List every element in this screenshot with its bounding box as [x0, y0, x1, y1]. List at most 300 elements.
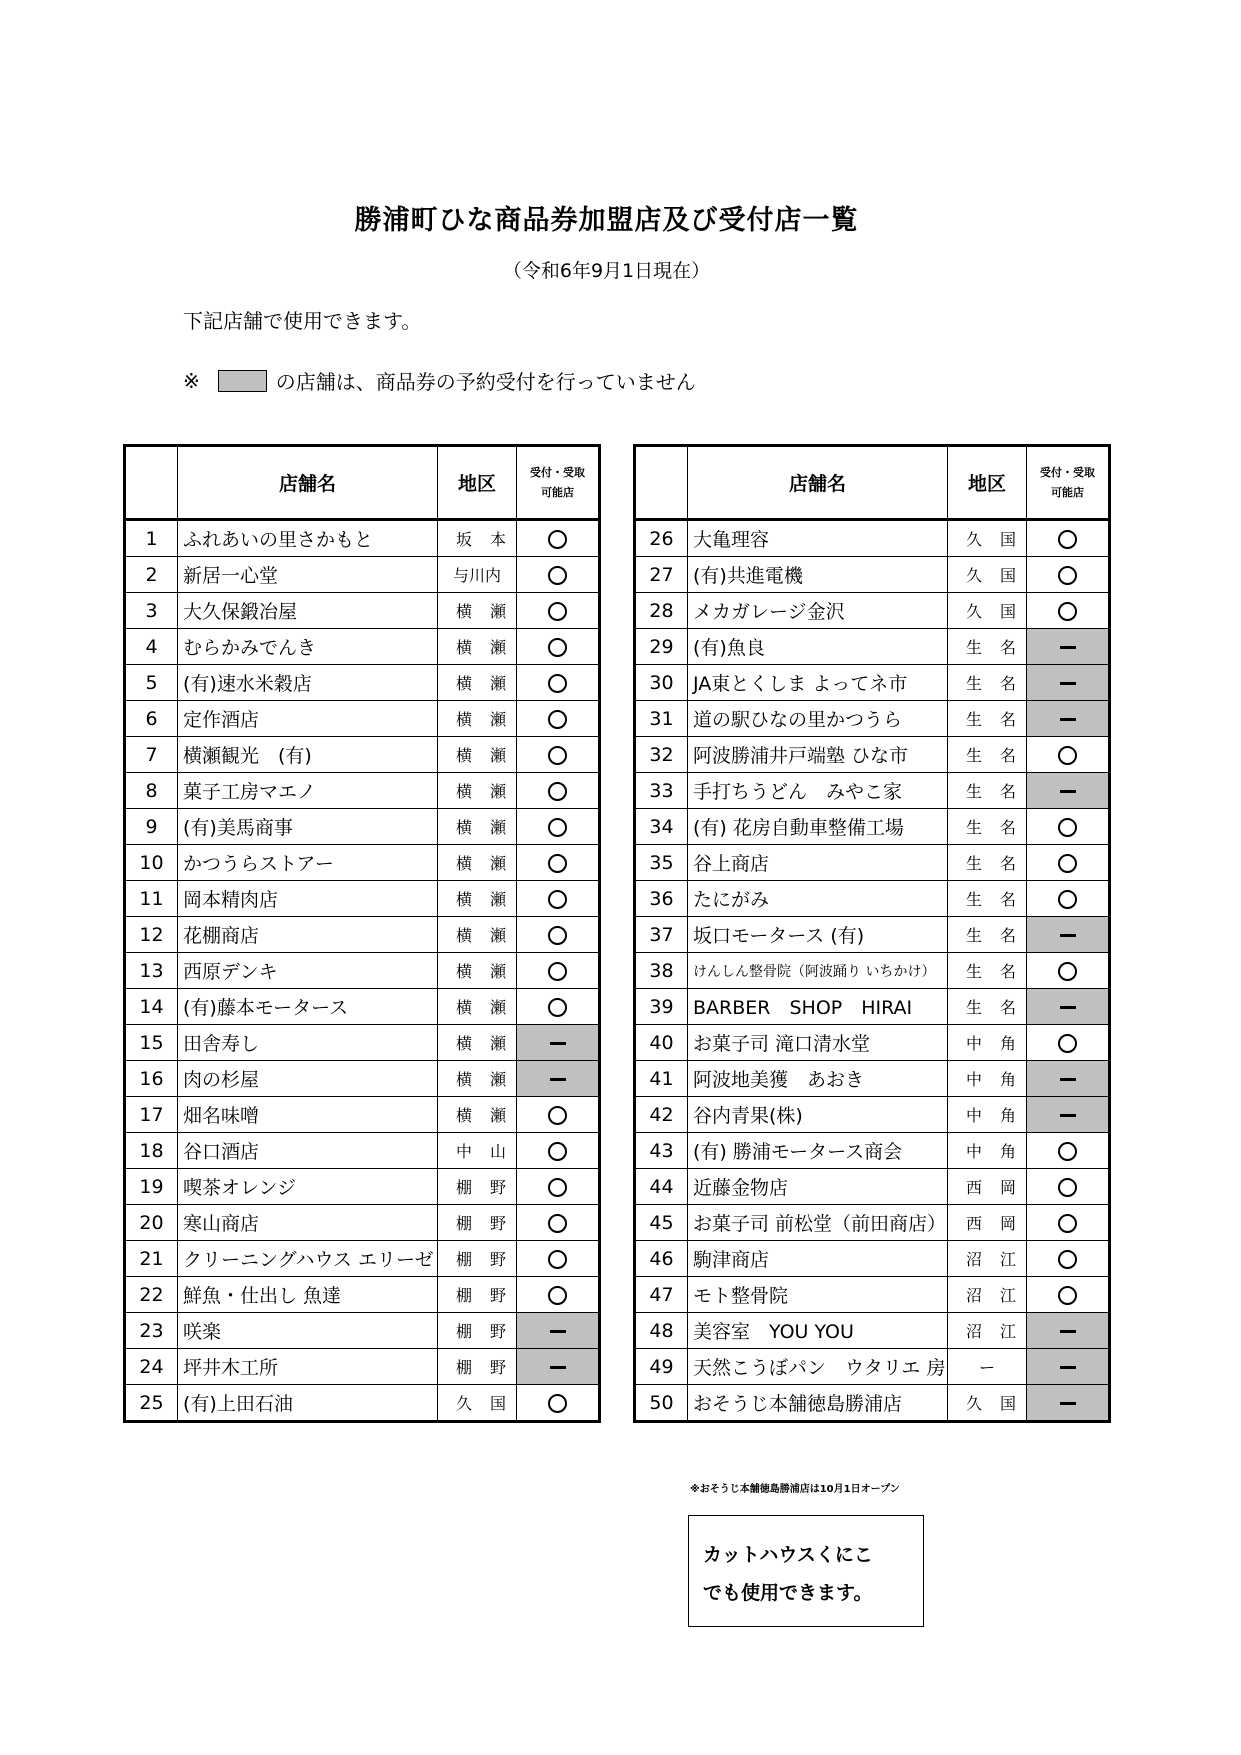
status-available [517, 881, 600, 917]
store-number: 1 [125, 520, 178, 557]
usage-note: 下記店舗で使用できます。 [183, 309, 422, 333]
store-number: 34 [635, 809, 688, 845]
status-unavailable [517, 1061, 600, 1097]
table-row [635, 1241, 1110, 1277]
status-unavailable [1027, 773, 1110, 809]
table-row [635, 737, 1110, 773]
store-name: 定作酒店 [178, 701, 438, 737]
store-number: 39 [635, 989, 688, 1025]
store-area: 生名 [948, 881, 1027, 917]
as-of-date: （令和6年9月1日現在） [502, 260, 711, 282]
status-available [1027, 1277, 1110, 1313]
store-area: 棚野 [438, 1349, 517, 1385]
store-number: 37 [635, 917, 688, 953]
store-area: 生名 [948, 989, 1027, 1025]
store-number: 35 [635, 845, 688, 881]
circle-mark-icon [1058, 566, 1077, 585]
store-area: 棚野 [438, 1277, 517, 1313]
table-row [635, 1313, 1110, 1349]
store-name: 天然こうぼパン ウタリエ 房 [688, 1349, 948, 1385]
dash-mark-icon [550, 1042, 566, 1045]
store-name: ふれあいの里さかもと [178, 520, 438, 557]
store-area: 棚野 [438, 1169, 517, 1205]
store-number: 2 [125, 557, 178, 593]
store-area: 生名 [948, 629, 1027, 665]
status-available [517, 701, 600, 737]
table-row [125, 845, 600, 881]
circle-mark-icon [1058, 1214, 1077, 1233]
table-row [125, 1205, 600, 1241]
store-number: 4 [125, 629, 178, 665]
status-available [517, 989, 600, 1025]
status-available [1027, 1025, 1110, 1061]
store-name: 岡本精肉店 [178, 881, 438, 917]
circle-mark-icon [1058, 530, 1077, 549]
store-name: (有) 勝浦モータース商会 [688, 1133, 948, 1169]
table-row [125, 520, 600, 557]
notice-box [688, 1515, 924, 1627]
store-name: 坪井木工所 [178, 1349, 438, 1385]
store-number: 24 [125, 1349, 178, 1385]
circle-mark-icon [548, 1286, 567, 1305]
status-available [1027, 1169, 1110, 1205]
status-available [517, 520, 600, 557]
store-area: 棚野 [438, 1205, 517, 1241]
circle-mark-icon [1058, 1034, 1077, 1053]
store-name: 新居一心堂 [178, 557, 438, 593]
store-area: 久国 [948, 557, 1027, 593]
store-rows-left [125, 520, 600, 1422]
dash-mark-icon [1060, 1006, 1076, 1009]
circle-mark-icon [548, 854, 567, 873]
dash-mark-icon [1060, 1078, 1076, 1081]
store-name: むらかみでんき [178, 629, 438, 665]
store-area: 横瀬 [438, 881, 517, 917]
status-available [517, 737, 600, 773]
store-area: 生名 [948, 773, 1027, 809]
store-area: 棚野 [438, 1313, 517, 1349]
circle-mark-icon [548, 710, 567, 729]
store-name: おそうじ本舗徳島勝浦店 [688, 1385, 948, 1422]
table-row [125, 665, 600, 701]
store-number: 9 [125, 809, 178, 845]
store-name: (有)速水米穀店 [178, 665, 438, 701]
table-row [635, 917, 1110, 953]
store-area: 沼江 [948, 1277, 1027, 1313]
circle-mark-icon [548, 818, 567, 837]
legend-prefix: ※ [183, 368, 200, 393]
table-row [635, 1277, 1110, 1313]
circle-mark-icon [548, 1178, 567, 1197]
table-row [125, 1097, 600, 1133]
circle-mark-icon [1058, 1250, 1077, 1269]
table-row [125, 989, 600, 1025]
header-status-line2: 可能店 [541, 485, 574, 499]
store-name: 咲楽 [178, 1313, 438, 1349]
store-name: 谷口酒店 [178, 1133, 438, 1169]
status-available [517, 593, 600, 629]
table-row [635, 520, 1110, 557]
store-area: 生名 [948, 917, 1027, 953]
store-number: 46 [635, 1241, 688, 1277]
table-row [125, 881, 600, 917]
status-unavailable [1027, 629, 1110, 665]
status-available [517, 773, 600, 809]
header-number [635, 446, 688, 520]
table-row [125, 593, 600, 629]
table-row [635, 1205, 1110, 1241]
store-name: 美容室 YOU YOU [688, 1313, 948, 1349]
store-name: (有)美馬商事 [178, 809, 438, 845]
status-available [1027, 809, 1110, 845]
status-unavailable [1027, 665, 1110, 701]
header-status [517, 446, 600, 520]
table-row [125, 1169, 600, 1205]
store-area: 生名 [948, 809, 1027, 845]
store-area: 棚野 [438, 1241, 517, 1277]
header-status-line1: 受付・受取 [530, 465, 585, 479]
store-area: 横瀬 [438, 593, 517, 629]
table-row [635, 1133, 1110, 1169]
circle-mark-icon [548, 962, 567, 981]
table-row [635, 701, 1110, 737]
notice-line1: カットハウスくにこ [703, 1544, 873, 1566]
store-area: 中角 [948, 1025, 1027, 1061]
store-name: お菓子司 前松堂（前田商店） [688, 1205, 948, 1241]
table-row [125, 1133, 600, 1169]
store-name: 花棚商店 [178, 917, 438, 953]
store-number: 18 [125, 1133, 178, 1169]
store-area: 横瀬 [438, 953, 517, 989]
store-number: 32 [635, 737, 688, 773]
table-row [635, 1061, 1110, 1097]
table-row [635, 593, 1110, 629]
store-area: 横瀬 [438, 1097, 517, 1133]
status-available [1027, 845, 1110, 881]
status-unavailable [1027, 989, 1110, 1025]
store-area: 生名 [948, 845, 1027, 881]
store-name: かつうらストアー [178, 845, 438, 881]
store-number: 5 [125, 665, 178, 701]
circle-mark-icon [548, 1214, 567, 1233]
dash-mark-icon [1060, 718, 1076, 721]
circle-mark-icon [548, 1250, 567, 1269]
store-name: 大久保鍛冶屋 [178, 593, 438, 629]
dash-mark-icon [550, 1330, 566, 1333]
store-number: 33 [635, 773, 688, 809]
circle-mark-icon [548, 1106, 567, 1125]
store-number: 8 [125, 773, 178, 809]
store-area: 沼江 [948, 1313, 1027, 1349]
status-available [1027, 1133, 1110, 1169]
store-area: 坂本 [438, 520, 517, 557]
store-area: 生名 [948, 737, 1027, 773]
store-name: JA東とくしま よってネ市 [688, 665, 948, 701]
dash-mark-icon [1060, 934, 1076, 937]
status-available [517, 1097, 600, 1133]
legend-text: の店舗は、商品券の予約受付を行っていません [275, 370, 696, 394]
table-row [635, 1349, 1110, 1385]
store-area: 中山 [438, 1133, 517, 1169]
table-row [125, 1313, 600, 1349]
store-area: 横瀬 [438, 845, 517, 881]
page-title: 勝浦町ひな商品券加盟店及び受付店一覧 [354, 205, 859, 236]
store-number: 40 [635, 1025, 688, 1061]
store-area: 横瀬 [438, 809, 517, 845]
table-row [635, 1025, 1110, 1061]
status-unavailable [517, 1025, 600, 1061]
circle-mark-icon [548, 926, 567, 945]
store-number: 20 [125, 1205, 178, 1241]
dash-mark-icon [1060, 682, 1076, 685]
store-number: 30 [635, 665, 688, 701]
header-area: 地区 [948, 446, 1027, 520]
store-name: 大亀理容 [688, 520, 948, 557]
store-number: 47 [635, 1277, 688, 1313]
status-unavailable [517, 1313, 600, 1349]
table-row [125, 1061, 600, 1097]
store-area: 横瀬 [438, 629, 517, 665]
table-row [635, 557, 1110, 593]
store-name: メカガレージ金沢 [688, 593, 948, 629]
store-area: 生名 [948, 953, 1027, 989]
table-row [125, 953, 600, 989]
store-name: 阿波地美獲 あおき [688, 1061, 948, 1097]
status-available [517, 629, 600, 665]
table-row [125, 701, 600, 737]
opening-footnote: ※おそうじ本舗徳島勝浦店は10月1日オープン [690, 1484, 900, 1495]
status-available [1027, 593, 1110, 629]
circle-mark-icon [1058, 854, 1077, 873]
store-number: 6 [125, 701, 178, 737]
status-unavailable [1027, 1097, 1110, 1133]
store-number: 44 [635, 1169, 688, 1205]
store-name: (有)藤本モータース [178, 989, 438, 1025]
store-name: (有) 花房自動車整備工場 [688, 809, 948, 845]
store-name: 道の駅ひなの里かつうら [688, 701, 948, 737]
store-area: 中角 [948, 1097, 1027, 1133]
circle-mark-icon [1058, 746, 1077, 765]
status-available [1027, 557, 1110, 593]
status-available [517, 1205, 600, 1241]
store-number: 14 [125, 989, 178, 1025]
circle-mark-icon [548, 674, 567, 693]
store-name: 手打ちうどん みやこ家 [688, 773, 948, 809]
store-number: 13 [125, 953, 178, 989]
store-name: クリーニングハウス エリーゼ [178, 1241, 438, 1277]
header-status-line1: 受付・受取 [1040, 465, 1095, 479]
circle-mark-icon [548, 638, 567, 657]
store-name: 坂口モータース (有) [688, 917, 948, 953]
table-row [125, 629, 600, 665]
status-available [517, 845, 600, 881]
store-area: 久国 [438, 1385, 517, 1422]
circle-mark-icon [548, 530, 567, 549]
header-store-name: 店舗名 [178, 446, 438, 520]
circle-mark-icon [1058, 890, 1077, 909]
store-number: 45 [635, 1205, 688, 1241]
store-area: 西岡 [948, 1205, 1027, 1241]
store-area: 中角 [948, 1133, 1027, 1169]
store-number: 11 [125, 881, 178, 917]
store-number: 22 [125, 1277, 178, 1313]
store-number: 36 [635, 881, 688, 917]
status-unavailable [1027, 701, 1110, 737]
table-row [125, 1241, 600, 1277]
store-name: 鮮魚・仕出し 魚達 [178, 1277, 438, 1313]
store-number: 31 [635, 701, 688, 737]
header-store-name: 店舗名 [688, 446, 948, 520]
table-row [125, 809, 600, 845]
circle-mark-icon [548, 782, 567, 801]
table-row [635, 845, 1110, 881]
circle-mark-icon [1058, 1142, 1077, 1161]
table-row [635, 1169, 1110, 1205]
store-area: 横瀬 [438, 989, 517, 1025]
store-area: 中角 [948, 1061, 1027, 1097]
circle-mark-icon [548, 998, 567, 1017]
store-name: 谷内青果(株) [688, 1097, 948, 1133]
status-unavailable [1027, 1385, 1110, 1422]
table-row [125, 737, 600, 773]
header-status [1027, 446, 1110, 520]
status-available [517, 809, 600, 845]
store-area: 与川内 [438, 557, 517, 593]
table-row [635, 953, 1110, 989]
store-area: 西岡 [948, 1169, 1027, 1205]
store-number: 3 [125, 593, 178, 629]
store-name: (有)共進電機 [688, 557, 948, 593]
table-row [635, 809, 1110, 845]
store-name: 駒津商店 [688, 1241, 948, 1277]
status-unavailable [1027, 1061, 1110, 1097]
store-name: けんしん整骨院（阿波踊り いちかけ） [688, 953, 948, 989]
legend-gray-swatch [218, 370, 267, 392]
store-name: 肉の杉屋 [178, 1061, 438, 1097]
status-available [517, 557, 600, 593]
header-status-line2: 可能店 [1051, 485, 1084, 499]
store-number: 7 [125, 737, 178, 773]
store-table-left [123, 444, 601, 1423]
circle-mark-icon [548, 746, 567, 765]
store-number: 23 [125, 1313, 178, 1349]
status-available [1027, 881, 1110, 917]
store-number: 41 [635, 1061, 688, 1097]
table-row [635, 665, 1110, 701]
store-rows-right [635, 520, 1110, 1422]
table-row [635, 773, 1110, 809]
store-number: 10 [125, 845, 178, 881]
store-area: 横瀬 [438, 737, 517, 773]
circle-mark-icon [1058, 1178, 1077, 1197]
store-number: 12 [125, 917, 178, 953]
table-row [125, 917, 600, 953]
store-name: 田舎寿し [178, 1025, 438, 1061]
circle-mark-icon [548, 602, 567, 621]
table-row [635, 1097, 1110, 1133]
store-number: 19 [125, 1169, 178, 1205]
dash-mark-icon [1060, 1114, 1076, 1117]
store-area: 生名 [948, 701, 1027, 737]
table-row [635, 629, 1110, 665]
store-number: 49 [635, 1349, 688, 1385]
circle-mark-icon [548, 890, 567, 909]
status-unavailable [1027, 917, 1110, 953]
circle-mark-icon [1058, 1286, 1077, 1305]
store-area: 久国 [948, 593, 1027, 629]
header-number [125, 446, 178, 520]
circle-mark-icon [548, 1394, 567, 1413]
circle-mark-icon [1058, 818, 1077, 837]
store-name: 寒山商店 [178, 1205, 438, 1241]
circle-mark-icon [548, 1142, 567, 1161]
table-row [125, 773, 600, 809]
store-number: 48 [635, 1313, 688, 1349]
store-area: 久国 [948, 520, 1027, 557]
store-table-right [633, 444, 1111, 1423]
dash-mark-icon [1060, 646, 1076, 649]
status-unavailable [1027, 1349, 1110, 1385]
dash-mark-icon [550, 1366, 566, 1369]
table-row [635, 989, 1110, 1025]
status-available [517, 1385, 600, 1422]
store-area: 生名 [948, 665, 1027, 701]
store-area: 横瀬 [438, 1025, 517, 1061]
table-row [125, 1349, 600, 1385]
store-number: 43 [635, 1133, 688, 1169]
table-row [635, 1385, 1110, 1422]
store-name: (有)魚良 [688, 629, 948, 665]
store-name: 横瀬観光 (有) [178, 737, 438, 773]
store-name: 近藤金物店 [688, 1169, 948, 1205]
store-number: 16 [125, 1061, 178, 1097]
status-available [517, 1169, 600, 1205]
status-available [517, 1277, 600, 1313]
dash-mark-icon [550, 1078, 566, 1081]
status-available [517, 953, 600, 989]
store-name: 谷上商店 [688, 845, 948, 881]
store-area: 沼江 [948, 1241, 1027, 1277]
dash-mark-icon [1060, 1366, 1076, 1369]
status-available [517, 665, 600, 701]
store-number: 21 [125, 1241, 178, 1277]
table-row [125, 1385, 600, 1422]
store-number: 25 [125, 1385, 178, 1422]
legend-note [183, 366, 696, 395]
status-available [1027, 953, 1110, 989]
store-number: 38 [635, 953, 688, 989]
status-available [1027, 1241, 1110, 1277]
store-number: 17 [125, 1097, 178, 1133]
dash-mark-icon [1060, 790, 1076, 793]
status-available [517, 1133, 600, 1169]
status-unavailable [517, 1349, 600, 1385]
store-name: 阿波勝浦井戸端塾 ひな市 [688, 737, 948, 773]
circle-mark-icon [548, 566, 567, 585]
store-area: 久国 [948, 1385, 1027, 1422]
store-number: 15 [125, 1025, 178, 1061]
store-name: 西原デンキ [178, 953, 438, 989]
store-area: 横瀬 [438, 917, 517, 953]
store-number: 28 [635, 593, 688, 629]
status-unavailable [1027, 1313, 1110, 1349]
table-row [125, 557, 600, 593]
store-area: 横瀬 [438, 701, 517, 737]
dash-mark-icon [1060, 1330, 1076, 1333]
dash-mark-icon [1060, 1402, 1076, 1405]
table-row [635, 881, 1110, 917]
store-name: お菓子司 滝口清水堂 [688, 1025, 948, 1061]
